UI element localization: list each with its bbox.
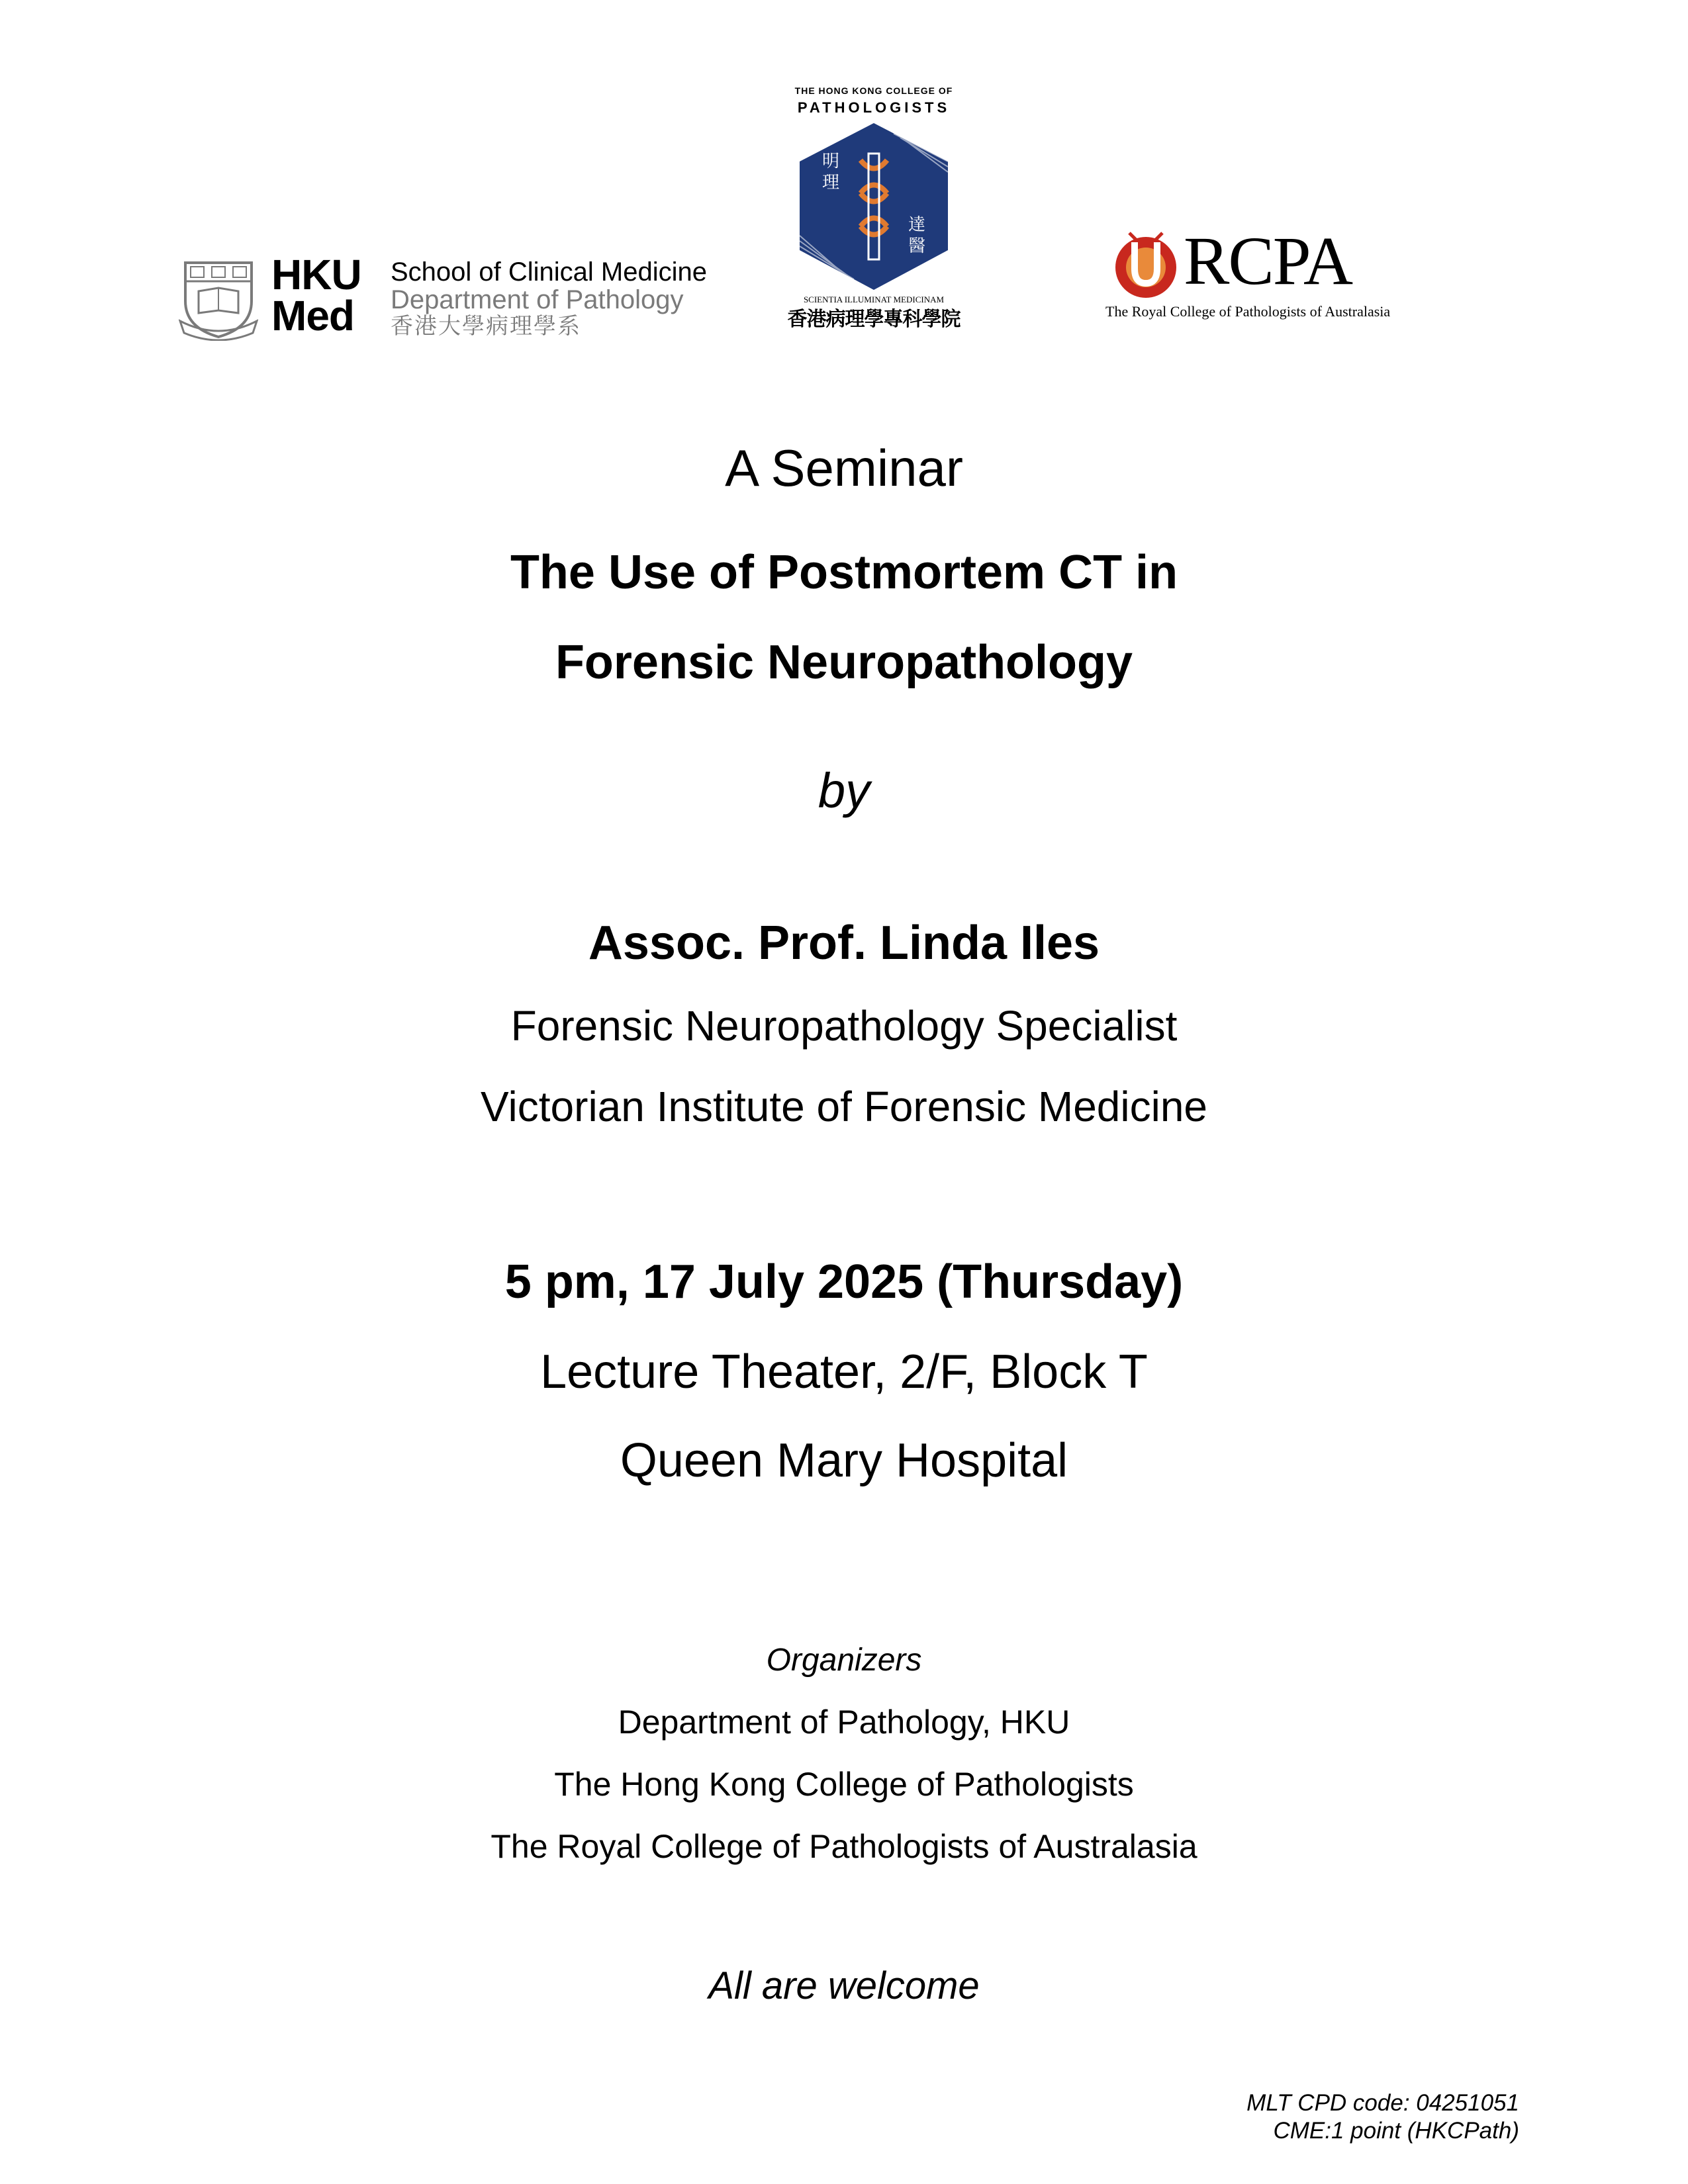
seminar-heading: A Seminar [725,439,963,497]
rcpa-u-emblem-icon [1109,228,1182,300]
hkcp-top-line: THE HONG KONG COLLEGE OF [794,85,953,96]
seminar-title-line1: The Use of Postmortem CT in [510,546,1178,599]
hku-department-name: Department of Pathology [391,285,684,314]
hkcp-chinese-name: 香港病理學專科學院 [787,308,961,331]
welcome-note: All are welcome [708,1964,980,2007]
by-label: by [818,763,870,818]
venue-line1: Lecture Theater, 2/F, Block T [540,1345,1148,1398]
event-datetime: 5 pm, 17 July 2025 (Thursday) [504,1255,1184,1308]
seminar-title-line2: Forensic Neuropathology [555,636,1133,689]
hku-wordmark: HKU [271,251,361,298]
hku-school-name: School of Clinical Medicine [391,257,708,287]
organizers-heading: Organizers [766,1643,922,1678]
speaker-institute: Victorian Institute of Forensic Medicine [481,1083,1207,1130]
rcpa-subtitle: The Royal College of Pathologists of Australasia [1105,303,1391,320]
svg-text:理: 理 [822,173,840,193]
hkcp-motto: SCIENTIA ILLUMINAT MEDICINAM [803,295,945,304]
med-wordmark: Med [271,292,354,340]
hkcp-emblem-icon [794,120,953,293]
rcpa-logo [1105,225,1436,324]
venue-line2: Queen Mary Hospital [620,1434,1068,1487]
hku-med-logo [179,251,708,341]
svg-text:醫: 醫 [908,236,926,256]
svg-text:達: 達 [908,215,926,235]
hkcp-pathologists-line: PATHOLOGISTS [797,99,951,116]
hku-crest-icon [179,255,258,341]
organizer-item: Department of Pathology, HKU [618,1704,1070,1741]
svg-text:明: 明 [822,152,840,171]
organizer-item: The Hong Kong College of Pathologists [554,1766,1134,1803]
speaker-role: Forensic Neuropathology Specialist [510,1002,1178,1050]
hkcp-logo [774,79,973,338]
cpd-code: MLT CPD code: 04251051 [1246,2090,1519,2116]
cme-points: CME:1 point (HKCPath) [1273,2118,1519,2144]
organizer-item: The Royal College of Pathologists of Australasia [491,1828,1197,1865]
speaker-name: Assoc. Prof. Linda Iles [588,917,1100,970]
rcpa-wordmark: RCPA [1184,223,1352,299]
hku-chinese-name: 香港大學病理學系 [391,313,581,340]
